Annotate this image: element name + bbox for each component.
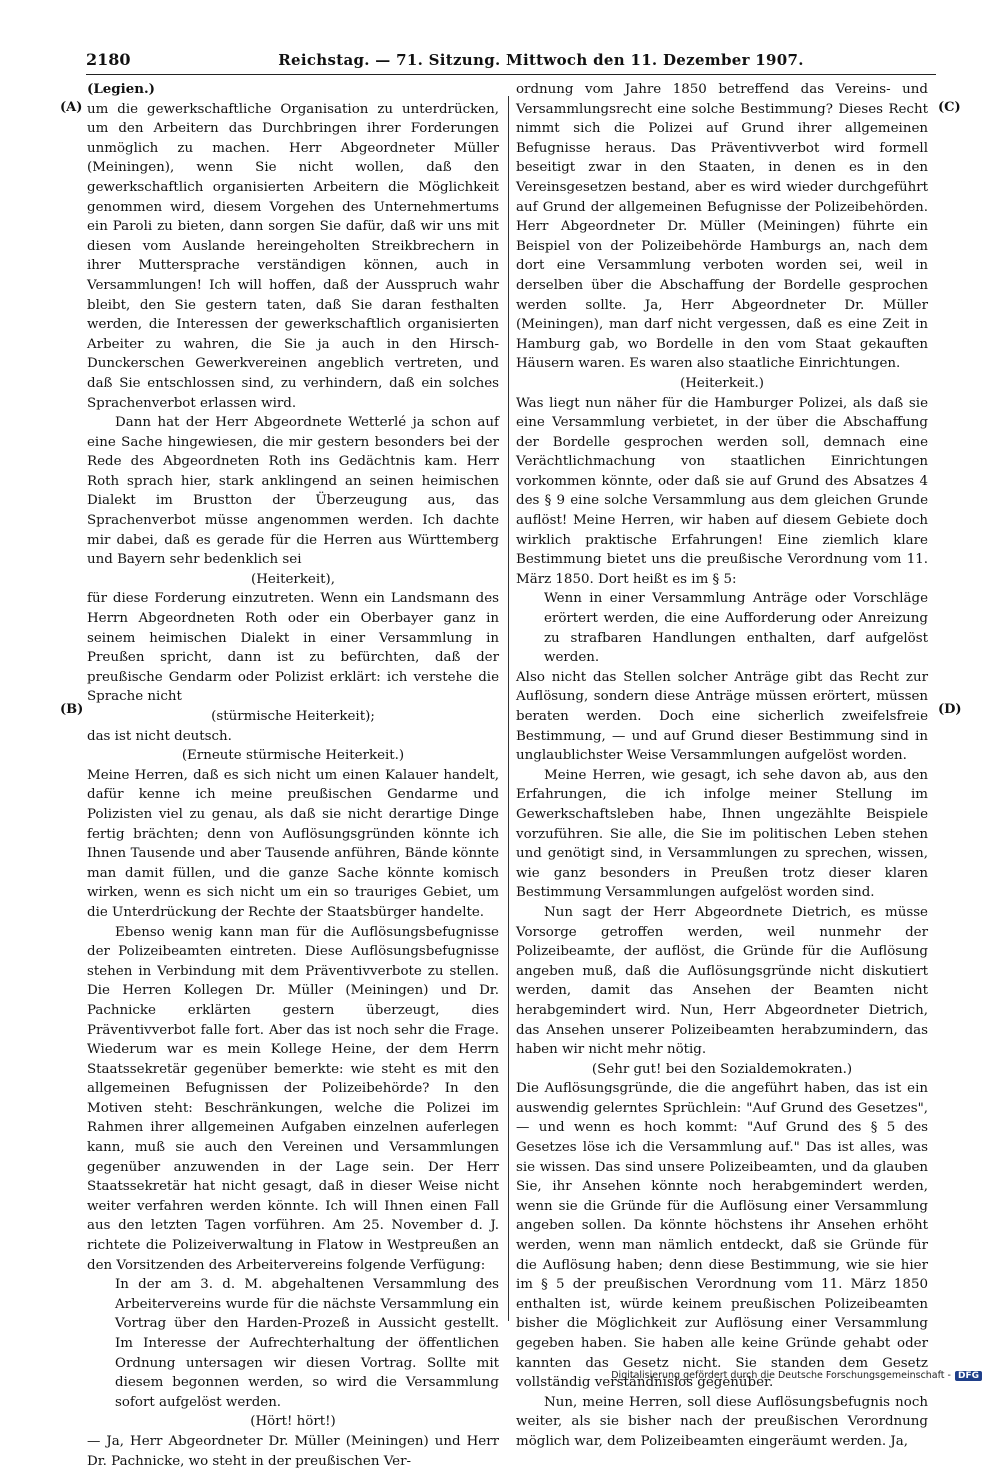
margin-mark-d: (D)	[938, 702, 962, 717]
interjection: (Erneute stürmische Heiterkeit.)	[181, 748, 405, 764]
paragraph: Also nicht das Stellen solcher Anträge gibt das Recht zur Auflösung, sondern diese Anträge müssen erörtert, müssen beraten werden. Doch eine sicherlich zweifelsfreie Bestimmung, — und auf Grund dieser Bestimmung sind in unglaublichster Weise Versammlungen aufgelöst worden.	[516, 669, 928, 764]
paragraph: ordnung vom Jahre 1850 betreffend das Vereins- und Versammlungsrecht eine solche Bestimmung? Dieses Recht nimmt sich die Polizei auf Grund ihrer allgemeinen Befugnisse heraus. Das Präventivverbot wird formell beseitigt zwar in den Staaten, in denen es in den Vereinsgesetzen bestand, aber es wird wieder durchgeführt auf Grund der allgemeinen Befugnisse der Polizeibehörden. Herr Abgeordneter Dr. Müller (Meiningen) führte ein Beispiel von der Polizeibehörde Hamburgs an, nach dem dort eine Versammlung verboten worden sei, weil in derselben über die Abschaffung der Bordelle gesprochen werden sollte. Ja, Herr Abgeordneter Dr. Müller (Meiningen), man darf nicht vergessen, daß es eine Zeit in Hamburg gab, wo Bordelle in den vom Staat gekauften Häusern waren. Es waren also staatliche Einrichtungen.	[516, 82, 928, 372]
paragraph: Meine Herren, wie gesagt, ich sehe davon ab, aus den Erfahrungen, die ich infolge meiner Stellung im Gewerkschaftsleben habe, Ihnen ungezählte Beispiele vorzuführen. Sie alle, die Sie im politischen Leben stehen und genötigt sind, in Versammlungen zu sprechen, wissen, wie ganz besonders in Preußen trotz dieser klaren Bestimmung Versammlungen aufgelöst worden sind.	[516, 767, 928, 901]
interjection: (stürmische Heiterkeit);	[211, 709, 375, 724]
paragraph: Was liegt nun näher für die Hamburger Polizei, als daß sie eine Versammlung verbietet, in der über die Abschaffung der Bordelle gesprochen werden soll, demnach eine Verächtlichmachung von staatlichen Einrichtungen vorkommen könnte, oder daß sie auf Grund des Absatzes 4 des § 9 eine solche Versammlung aus dem gleichen Grunde auflöst! Meine Herren, wir haben auf diesem Gebiete doch wirklich praktische Erfahrungen! Eine ziemlich klare Bestimmung bietet uns die preußische Verordnung vom 11. März 1850. Dort heißt es im § 5:	[516, 395, 928, 587]
paragraph: Nun, meine Herren, soll diese Auflösungsbefugnis noch weiter, als sie bisher nach der preußischen Verordnung möglich war, dem Polizeibeamten eingeräumt werden. Ja,	[516, 1394, 928, 1449]
page-number: 2180	[86, 50, 131, 69]
paragraph: das ist nicht deutsch.	[87, 728, 232, 744]
digitization-credit	[611, 1370, 982, 1381]
margin-mark-c: (C)	[938, 100, 961, 115]
interjection: (Sehr gut! bei den Sozialdemokraten.)	[591, 1061, 853, 1077]
paragraph: für diese Forderung einzutreten. Wenn ein Landsmann des Herrn Abgeordneten Roth oder ein Oberbayer ganz in seinem heimischen Dialekt in einer Versammlung in Preußen spricht, dann ist zu befürchten, daß der preußische Gendarm oder Polizist erklärt: ich verstehe die Sprache nicht	[87, 591, 499, 705]
speaker-name: (Legien.)	[87, 81, 155, 97]
paragraph: Die Auflösungsgründe, die die angeführt haben, das ist ein auswendig gelerntes Sprüchlein: "Auf Grund des Gesetzes", — und wenn es hoch kommt: "Auf Grund des § 5 des Gesetzes löse ich die Versammlung auf." Das ist alles, was sie wissen. Das sind unsere Polizeibeamten, und da glauben Sie, ihr Ansehen könnte noch herabgemindert werden, wenn sie die Gründe für die Auflösung einer Versammlung angeben sollen. Da könnte höchstens ihr Ansehen erhöht werden, wenn man nämlich entdeckt, daß sie Gründe für die Auflösung haben; denn diese Bestimmung, wie sie hier im § 5 der preußischen Verordnung vom 11. März 1850 enthalten ist, würde keinem preußischen Polizeibeamten bisher die Möglichkeit zur Auflösung einer Versammlung gegeben haben. Sie haben alle keine Gründe gehabt oder kannten das Gesetz nicht. Sie standen dem Gesetz vollständig verständnislos gegenüber.	[516, 1081, 928, 1391]
margin-mark-a: (A)	[60, 100, 83, 115]
paragraph: Ebenso wenig kann man für die Auflösungsbefugnisse der Polizeibeamten eintreten. Diese Auflösungsbefugnisse stehen in Verbindung mit dem Präventivverbote zu stellen. Die Herren Kollegen Dr. Müller (Meiningen) und Dr. Pachnicke erklärten gestern überzeugt, dies Präventivverbot falle fort. Aber das ist noch sehr die Frage. Wiederum war es mein Kollege Heine, der dem Herrn Staatssekretär gegenüber bemerkte: wie steht es mit den allgemeinen Befugnissen der Polizeibehörde? In den Motiven steht: Beschränkungen, welche die Polizei im Rahmen ihrer allgemeinen Aufgaben einzelnen auferlegen kann, muß sie auch den Vereinen und Versammlungen gegenüber anzuwenden in der Lage sein. Der Herr Staatssekretär hat nicht gesagt, daß in dieser Weise nicht weiter verfahren werden könnte. Ich will Ihnen einen Fall aus den letzten Tagen vorführen. Am 25. November d. J. richtete die Polizeiverwaltung in Flatow in Westpreußen an den Vorsitzenden des Arbeitervereins folgende Verfügung:	[87, 924, 499, 1273]
left-column	[87, 80, 499, 1469]
paragraph: um die gewerkschaftliche Organisation zu unterdrücken, um den Arbeitern das Durchbringen ihrer Forderungen unmöglich zu machen. Herr Abgeordneter Müller (Meiningen), wenn Sie nicht wollen, daß den gewerkschaftlich organisierten Arbeitern die Möglichkeit genommen wird, diesem Vorgehen des Unternehmertums ein Paroli zu bieten, dann sorgen Sie dafür, daß wir uns mit diesen vom Auslande hereingeholten Streikbrechern in ihrer Muttersprache verständigen können, auch in Versammlungen! Ich will hoffen, daß der Ausspruch wahr bleibt, den Sie gestern taten, daß Sie daran festhalten werden, die Interessen der gewerkschaftlich organisierten Arbeiter zu wahren, die Sie ja auch in den Hirsch-Dunckerschen Gewerkvereinen angeblich vertreten, und daß Sie entschlossen sind, zu verhindern, daß ein solches Sprachenverbot erlassen wird.	[87, 101, 499, 411]
paragraph: Meine Herren, daß es sich nicht um einen Kalauer handelt, dafür kenne ich meine preußischen Gendarme und Polizisten viel zu genau, als daß sie nicht derartige Dinge fertig brächten; denn von Auflösungsgründen könnte ich Ihnen Tausende und aber Tausende anführen, Bände könnte man damit füllen, und die ganze Sache könnte komisch wirken, wenn es sich nicht um ein so trauriges Gebiet, um die Unterdrückung der Rechte der Staatsbürger handelte.	[87, 767, 499, 920]
header-rule	[86, 74, 936, 75]
paragraph: Nun sagt der Herr Abgeordnete Dietrich, es müsse Vorsorge getroffen werden, weil nunmehr der Polizeibeamte, der auflöst, die Gründe für die Auflösung angeben muß, daß die Auflösungsgründe nicht diskutiert werden, damit das Ansehen der Beamten nicht herabgemindert wird. Nun, Herr Abgeordneter Dietrich, das Ansehen unserer Polizeibeamten herabzumindern, das haben wir nicht mehr nötig.	[516, 904, 928, 1058]
credit-text: Digitalisierung gefördert durch die Deutsche Forschungsgemeinschaft -	[611, 1370, 951, 1381]
column-divider	[508, 96, 509, 1321]
running-head: Reichstag. — 71. Sitzung. Mittwoch den 11. Dezember 1907.	[278, 51, 804, 69]
quoted-law: Wenn in einer Versammlung Anträge oder Vorschläge erörtert werden, die eine Aufforderung oder Anreizung zu strafbaren Handlungen enthalten, darf aufgelöst werden.	[544, 591, 928, 666]
dfg-logo: DFG	[955, 1371, 982, 1381]
interjection: (Hört! hört!)	[250, 1414, 336, 1430]
interjection: (Heiterkeit.)	[680, 375, 764, 391]
paragraph: — Ja, Herr Abgeordneter Dr. Müller (Meiningen) und Herr Dr. Pachnicke, wo steht in der preußischen Ver-	[87, 1433, 499, 1469]
page-header	[86, 50, 936, 74]
margin-mark-b: (B)	[60, 702, 84, 717]
quoted-decree: In der am 3. d. M. abgehaltenen Versammlung des Arbeitervereins wurde für die nächste Versammlung ein Vortrag über den Harden-Prozeß in Aussicht gestellt. Im Interesse der Aufrechterhaltung der öffentlichen Ordnung untersagen wir diesen Vortrag. Sollte mit diesem begonnen werden, so wird die Versammlung sofort aufgelöst werden.	[115, 1277, 499, 1410]
paragraph: Dann hat der Herr Abgeordnete Wetterlé ja schon auf eine Sache hingewiesen, die mir gestern besonders bei der Rede des Abgeordneten Roth ins Gedächtnis kam. Herr Roth sprach hier, stark anklingend an seinen heimischen Dialekt im Brustton der Überzeugung aus, das Sprachenverbot müsse angenommen werden. Ich dachte mir dabei, daß es gerade für die Herren aus Württemberg und Bayern sehr bedenklich sei	[87, 415, 499, 568]
interjection: (Heiterkeit),	[251, 571, 335, 587]
